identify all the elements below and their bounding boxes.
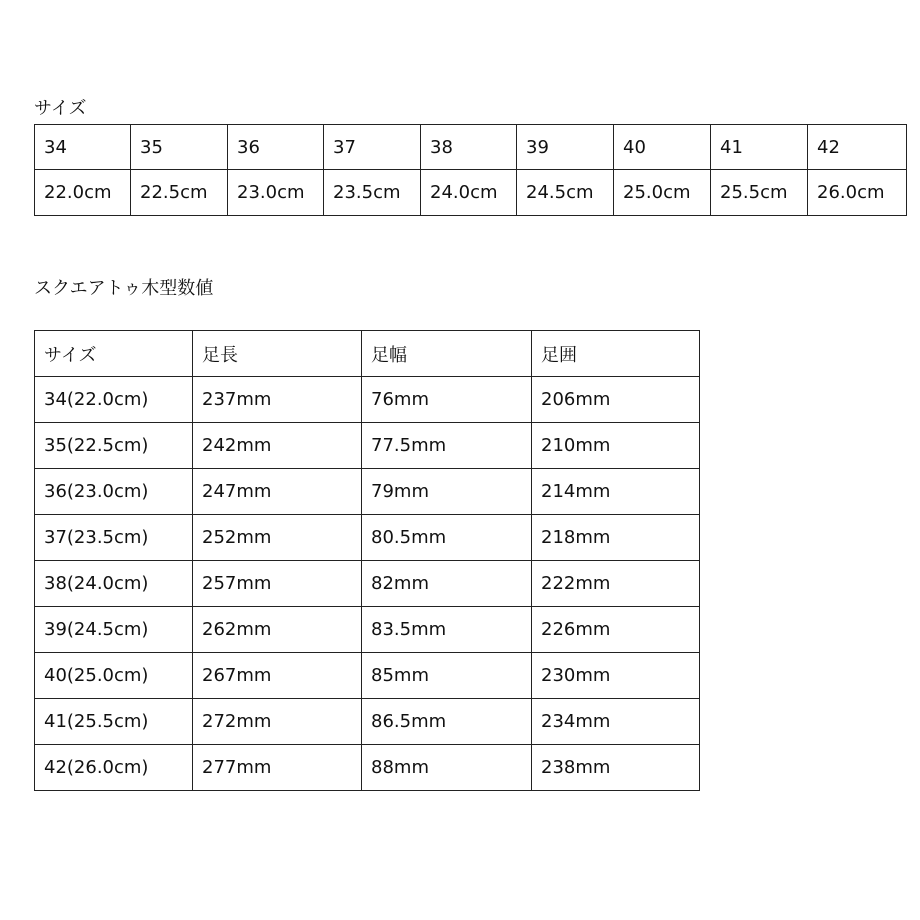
size-conversion-table xyxy=(34,124,907,216)
foot-length-cell: 237mm xyxy=(193,377,362,423)
foot-girth-cell: 230mm xyxy=(532,653,700,699)
header-size: サイズ xyxy=(35,331,193,377)
foot-length-cell: 267mm xyxy=(193,653,362,699)
foot-length-cell: 257mm xyxy=(193,561,362,607)
size-cell: 39(24.5cm) xyxy=(35,607,193,653)
eu-size-cell: 36 xyxy=(228,125,324,170)
cm-size-cell: 24.5cm xyxy=(517,170,614,216)
foot-width-cell: 80.5mm xyxy=(362,515,532,561)
foot-width-cell: 83.5mm xyxy=(362,607,532,653)
eu-size-cell: 41 xyxy=(711,125,808,170)
foot-girth-cell: 206mm xyxy=(532,377,700,423)
foot-length-cell: 252mm xyxy=(193,515,362,561)
foot-length-cell: 247mm xyxy=(193,469,362,515)
table-row xyxy=(35,653,700,699)
foot-length-cell: 242mm xyxy=(193,423,362,469)
size-cell: 42(26.0cm) xyxy=(35,745,193,791)
table-row xyxy=(35,469,700,515)
foot-width-cell: 76mm xyxy=(362,377,532,423)
foot-girth-cell: 222mm xyxy=(532,561,700,607)
cm-size-cell: 25.5cm xyxy=(711,170,808,216)
size-cell: 37(23.5cm) xyxy=(35,515,193,561)
last-section-title: スクエアトゥ木型数値 xyxy=(34,278,214,299)
foot-width-cell: 86.5mm xyxy=(362,699,532,745)
foot-width-cell: 88mm xyxy=(362,745,532,791)
foot-width-cell: 82mm xyxy=(362,561,532,607)
last-measurements-table xyxy=(34,330,700,791)
table-row xyxy=(35,745,700,791)
size-cell: 40(25.0cm) xyxy=(35,653,193,699)
foot-girth-cell: 238mm xyxy=(532,745,700,791)
cm-size-cell: 26.0cm xyxy=(808,170,907,216)
eu-size-cell: 39 xyxy=(517,125,614,170)
table-row xyxy=(35,423,700,469)
eu-size-cell: 38 xyxy=(421,125,517,170)
eu-size-cell: 35 xyxy=(131,125,228,170)
foot-girth-cell: 210mm xyxy=(532,423,700,469)
cm-size-cell: 24.0cm xyxy=(421,170,517,216)
table-row xyxy=(35,607,700,653)
foot-length-cell: 272mm xyxy=(193,699,362,745)
foot-girth-cell: 226mm xyxy=(532,607,700,653)
cm-size-row xyxy=(35,170,907,216)
size-cell: 35(22.5cm) xyxy=(35,423,193,469)
foot-length-cell: 277mm xyxy=(193,745,362,791)
size-cell: 34(22.0cm) xyxy=(35,377,193,423)
header-foot-length: 足長 xyxy=(193,331,362,377)
foot-width-cell: 79mm xyxy=(362,469,532,515)
foot-width-cell: 85mm xyxy=(362,653,532,699)
table-row xyxy=(35,699,700,745)
cm-size-cell: 22.5cm xyxy=(131,170,228,216)
eu-size-row xyxy=(35,125,907,170)
table-row xyxy=(35,561,700,607)
table-row xyxy=(35,515,700,561)
foot-width-cell: 77.5mm xyxy=(362,423,532,469)
header-foot-width: 足幅 xyxy=(362,331,532,377)
cm-size-cell: 22.0cm xyxy=(35,170,131,216)
foot-girth-cell: 218mm xyxy=(532,515,700,561)
cm-size-cell: 23.5cm xyxy=(324,170,421,216)
eu-size-cell: 37 xyxy=(324,125,421,170)
size-section-title: サイズ xyxy=(34,98,87,119)
eu-size-cell: 40 xyxy=(614,125,711,170)
cm-size-cell: 23.0cm xyxy=(228,170,324,216)
eu-size-cell: 42 xyxy=(808,125,907,170)
size-cell: 36(23.0cm) xyxy=(35,469,193,515)
header-row xyxy=(35,331,700,377)
size-cell: 38(24.0cm) xyxy=(35,561,193,607)
header-foot-girth: 足囲 xyxy=(532,331,700,377)
foot-girth-cell: 234mm xyxy=(532,699,700,745)
foot-girth-cell: 214mm xyxy=(532,469,700,515)
cm-size-cell: 25.0cm xyxy=(614,170,711,216)
size-cell: 41(25.5cm) xyxy=(35,699,193,745)
foot-length-cell: 262mm xyxy=(193,607,362,653)
eu-size-cell: 34 xyxy=(35,125,131,170)
table-row xyxy=(35,377,700,423)
